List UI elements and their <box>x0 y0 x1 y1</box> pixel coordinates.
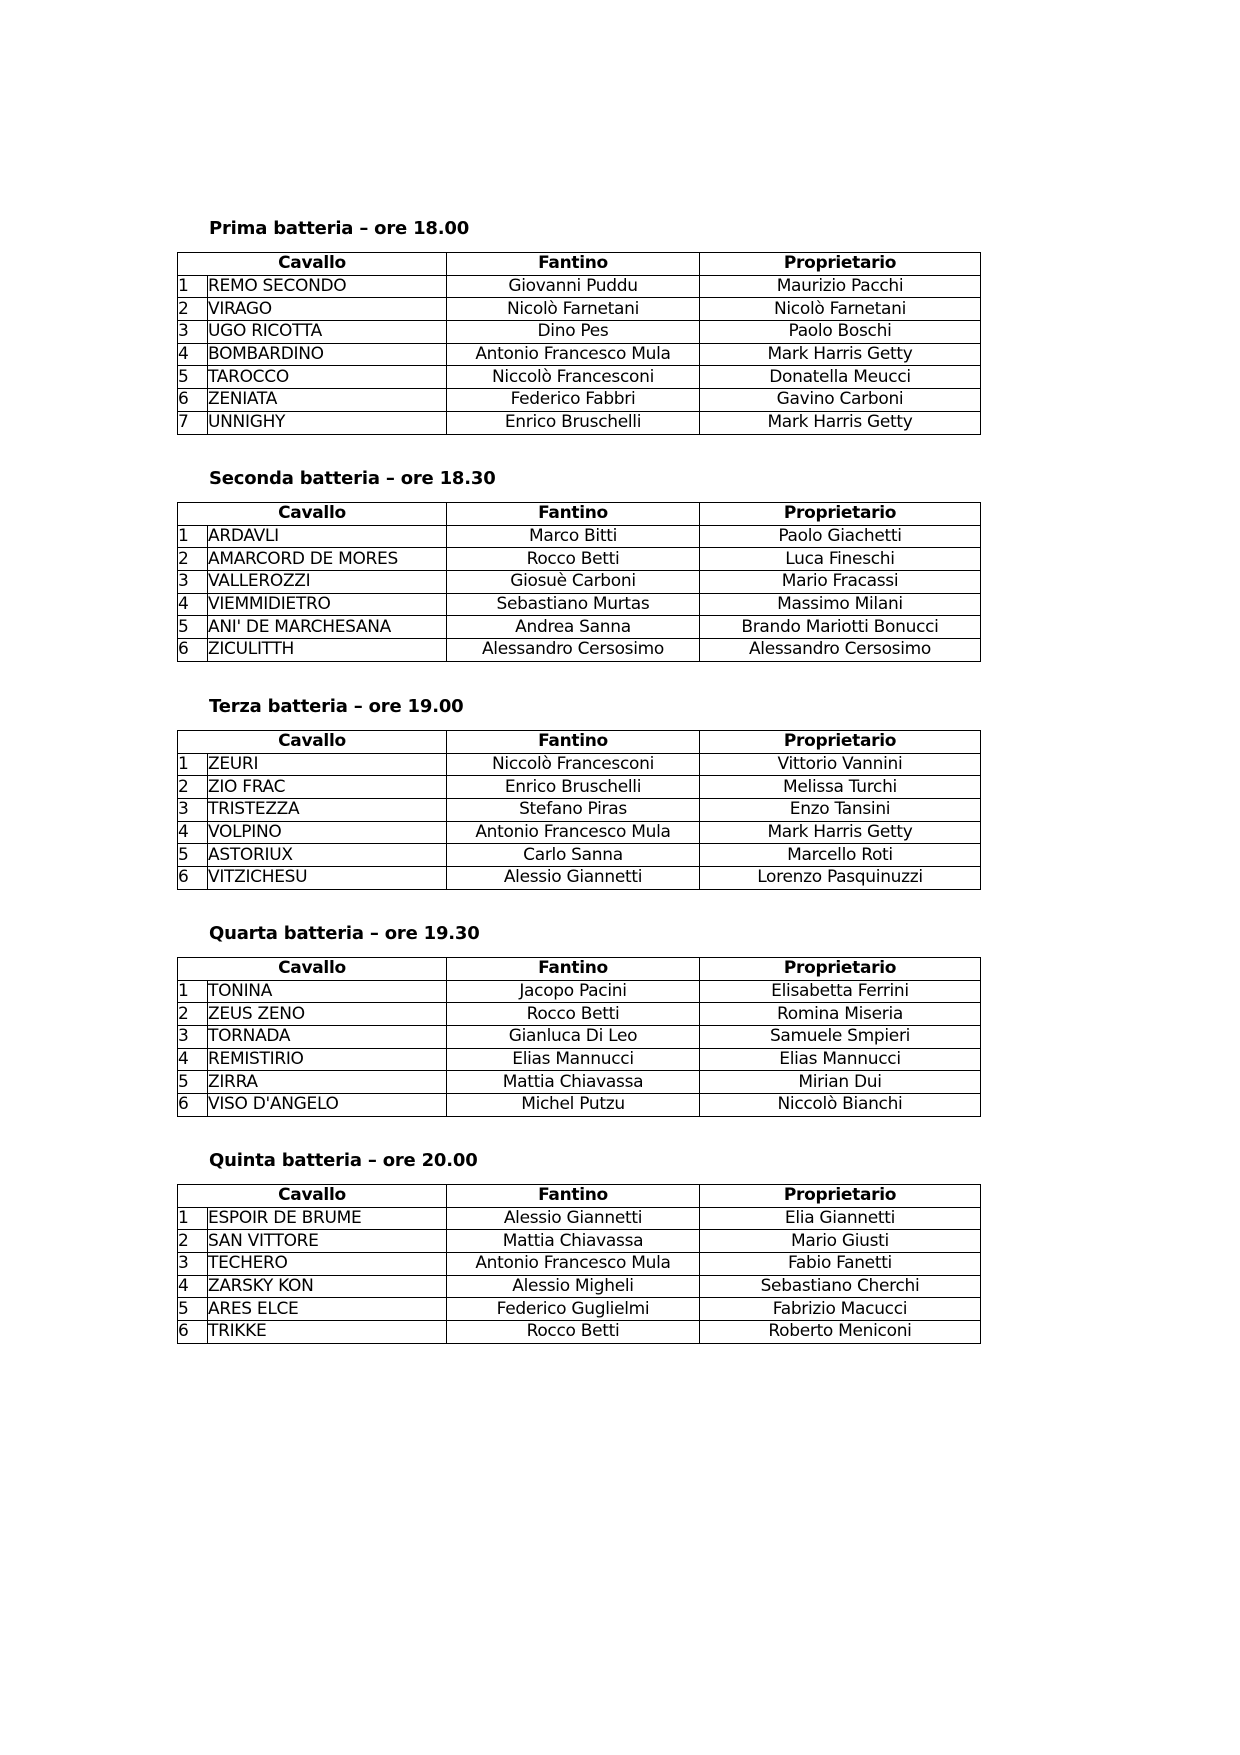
header-fantino: Fantino <box>447 503 700 526</box>
table-row <box>178 867 981 890</box>
header-cavallo: Cavallo <box>178 731 447 754</box>
horse-name: VITZICHESU <box>208 867 447 890</box>
jockey-name: Carlo Sanna <box>447 844 700 867</box>
header-row <box>178 731 981 754</box>
jockey-name: Niccolò Francesconi <box>447 753 700 776</box>
table-row <box>178 366 981 389</box>
jockey-name: Gianluca Di Leo <box>447 1026 700 1049</box>
horse-name: TRISTEZZA <box>208 799 447 822</box>
row-number: 5 <box>178 844 208 867</box>
horse-name: BOMBARDINO <box>208 343 447 366</box>
header-fantino: Fantino <box>447 958 700 981</box>
heat-table <box>177 957 981 1117</box>
row-number: 2 <box>178 1230 208 1253</box>
heat-title: Quarta batteria – ore 19.30 <box>209 923 480 944</box>
header-proprietario: Proprietario <box>700 503 981 526</box>
owner-name: Paolo Giachetti <box>700 525 981 548</box>
heat-table <box>177 252 981 435</box>
horse-name: REMO SECONDO <box>208 275 447 298</box>
owner-name: Lorenzo Pasquinuzzi <box>700 867 981 890</box>
row-number: 2 <box>178 548 208 571</box>
table-row <box>178 275 981 298</box>
table-row <box>178 844 981 867</box>
horse-name: ESPOIR DE BRUME <box>208 1207 447 1230</box>
table-row <box>178 616 981 639</box>
table-row <box>178 639 981 662</box>
row-number: 7 <box>178 411 208 434</box>
jockey-name: Alessio Giannetti <box>447 1207 700 1230</box>
row-number: 3 <box>178 799 208 822</box>
horse-name: TORNADA <box>208 1026 447 1049</box>
jockey-name: Marco Bitti <box>447 525 700 548</box>
owner-name: Luca Fineschi <box>700 548 981 571</box>
owner-name: Maurizio Pacchi <box>700 275 981 298</box>
table-row <box>178 389 981 412</box>
jockey-name: Alessio Giannetti <box>447 867 700 890</box>
owner-name: Fabrizio Macucci <box>700 1298 981 1321</box>
horse-name: AMARCORD DE MORES <box>208 548 447 571</box>
row-number: 1 <box>178 1207 208 1230</box>
horse-name: ZIO FRAC <box>208 776 447 799</box>
horse-name: REMISTIRIO <box>208 1048 447 1071</box>
row-number: 2 <box>178 1003 208 1026</box>
header-fantino: Fantino <box>447 1185 700 1208</box>
horse-name: ANI' DE MARCHESANA <box>208 616 447 639</box>
row-number: 5 <box>178 366 208 389</box>
header-fantino: Fantino <box>447 731 700 754</box>
table-row <box>178 1003 981 1026</box>
header-row <box>178 503 981 526</box>
owner-name: Vittorio Vannini <box>700 753 981 776</box>
heat-table <box>177 730 981 890</box>
table-row <box>178 343 981 366</box>
jockey-name: Antonio Francesco Mula <box>447 821 700 844</box>
owner-name: Sebastiano Cherchi <box>700 1275 981 1298</box>
jockey-name: Antonio Francesco Mula <box>447 1253 700 1276</box>
row-number: 1 <box>178 753 208 776</box>
jockey-name: Stefano Piras <box>447 799 700 822</box>
owner-name: Donatella Meucci <box>700 366 981 389</box>
owner-name: Mark Harris Getty <box>700 343 981 366</box>
jockey-name: Federico Guglielmi <box>447 1298 700 1321</box>
horse-name: ARES ELCE <box>208 1298 447 1321</box>
owner-name: Romina Miseria <box>700 1003 981 1026</box>
table-row <box>178 1321 981 1344</box>
jockey-name: Dino Pes <box>447 321 700 344</box>
horse-name: TRIKKE <box>208 1321 447 1344</box>
header-row <box>178 1185 981 1208</box>
horse-name: ZEURI <box>208 753 447 776</box>
table-row <box>178 1026 981 1049</box>
row-number: 5 <box>178 1071 208 1094</box>
row-number: 5 <box>178 616 208 639</box>
owner-name: Mario Giusti <box>700 1230 981 1253</box>
row-number: 6 <box>178 639 208 662</box>
row-number: 3 <box>178 321 208 344</box>
horse-name: VIRAGO <box>208 298 447 321</box>
row-number: 6 <box>178 867 208 890</box>
row-number: 1 <box>178 525 208 548</box>
row-number: 3 <box>178 1026 208 1049</box>
owner-name: Elia Giannetti <box>700 1207 981 1230</box>
owner-name: Mirian Dui <box>700 1071 981 1094</box>
table-row <box>178 1253 981 1276</box>
horse-name: VOLPINO <box>208 821 447 844</box>
horse-name: VALLEROZZI <box>208 571 447 594</box>
row-number: 3 <box>178 1253 208 1276</box>
jockey-name: Mattia Chiavassa <box>447 1230 700 1253</box>
horse-name: VISO D'ANGELO <box>208 1094 447 1117</box>
horse-name: VIEMMIDIETRO <box>208 593 447 616</box>
jockey-name: Sebastiano Murtas <box>447 593 700 616</box>
jockey-name: Alessandro Cersosimo <box>447 639 700 662</box>
horse-name: TECHERO <box>208 1253 447 1276</box>
horse-name: TONINA <box>208 980 447 1003</box>
row-number: 4 <box>178 343 208 366</box>
horse-name: ZARSKY KON <box>208 1275 447 1298</box>
horse-name: ZENIATA <box>208 389 447 412</box>
row-number: 4 <box>178 593 208 616</box>
horse-name: SAN VITTORE <box>208 1230 447 1253</box>
heat-title: Quinta batteria – ore 20.00 <box>209 1150 478 1171</box>
table-row <box>178 1298 981 1321</box>
owner-name: Nicolò Farnetani <box>700 298 981 321</box>
horse-name: UGO RICOTTA <box>208 321 447 344</box>
table-row <box>178 821 981 844</box>
horse-name: ZIRRA <box>208 1071 447 1094</box>
header-cavallo: Cavallo <box>178 253 447 276</box>
owner-name: Mark Harris Getty <box>700 411 981 434</box>
jockey-name: Elias Mannucci <box>447 1048 700 1071</box>
jockey-name: Rocco Betti <box>447 548 700 571</box>
table-row <box>178 1094 981 1117</box>
owner-name: Alessandro Cersosimo <box>700 639 981 662</box>
owner-name: Brando Mariotti Bonucci <box>700 616 981 639</box>
table-row <box>178 593 981 616</box>
table-row <box>178 1048 981 1071</box>
owner-name: Marcello Roti <box>700 844 981 867</box>
owner-name: Elisabetta Ferrini <box>700 980 981 1003</box>
horse-name: ARDAVLI <box>208 525 447 548</box>
heat-title: Terza batteria – ore 19.00 <box>209 696 464 717</box>
heat-title: Seconda batteria – ore 18.30 <box>209 468 496 489</box>
owner-name: Massimo Milani <box>700 593 981 616</box>
owner-name: Fabio Fanetti <box>700 1253 981 1276</box>
row-number: 3 <box>178 571 208 594</box>
horse-name: ZEUS ZENO <box>208 1003 447 1026</box>
owner-name: Gavino Carboni <box>700 389 981 412</box>
table-row <box>178 548 981 571</box>
jockey-name: Rocco Betti <box>447 1003 700 1026</box>
owner-name: Roberto Meniconi <box>700 1321 981 1344</box>
jockey-name: Alessio Migheli <box>447 1275 700 1298</box>
header-proprietario: Proprietario <box>700 253 981 276</box>
jockey-name: Giosuè Carboni <box>447 571 700 594</box>
header-row <box>178 958 981 981</box>
owner-name: Mark Harris Getty <box>700 821 981 844</box>
table-row <box>178 1275 981 1298</box>
row-number: 2 <box>178 776 208 799</box>
row-number: 4 <box>178 821 208 844</box>
horse-name: UNNIGHY <box>208 411 447 434</box>
header-cavallo: Cavallo <box>178 958 447 981</box>
table-row <box>178 1230 981 1253</box>
row-number: 4 <box>178 1275 208 1298</box>
row-number: 5 <box>178 1298 208 1321</box>
table-row <box>178 411 981 434</box>
header-fantino: Fantino <box>447 253 700 276</box>
table-row <box>178 1207 981 1230</box>
table-row <box>178 753 981 776</box>
owner-name: Enzo Tansini <box>700 799 981 822</box>
heat-title: Prima batteria – ore 18.00 <box>209 218 470 239</box>
jockey-name: Michel Putzu <box>447 1094 700 1117</box>
jockey-name: Enrico Bruschelli <box>447 411 700 434</box>
table-row <box>178 321 981 344</box>
jockey-name: Mattia Chiavassa <box>447 1071 700 1094</box>
owner-name: Mario Fracassi <box>700 571 981 594</box>
header-proprietario: Proprietario <box>700 1185 981 1208</box>
row-number: 1 <box>178 275 208 298</box>
row-number: 4 <box>178 1048 208 1071</box>
jockey-name: Jacopo Pacini <box>447 980 700 1003</box>
row-number: 6 <box>178 389 208 412</box>
header-cavallo: Cavallo <box>178 503 447 526</box>
owner-name: Elias Mannucci <box>700 1048 981 1071</box>
owner-name: Samuele Smpieri <box>700 1026 981 1049</box>
owner-name: Paolo Boschi <box>700 321 981 344</box>
jockey-name: Nicolò Farnetani <box>447 298 700 321</box>
row-number: 6 <box>178 1321 208 1344</box>
row-number: 6 <box>178 1094 208 1117</box>
horse-name: ASTORIUX <box>208 844 447 867</box>
heat-table <box>177 1184 981 1344</box>
jockey-name: Niccolò Francesconi <box>447 366 700 389</box>
jockey-name: Antonio Francesco Mula <box>447 343 700 366</box>
owner-name: Melissa Turchi <box>700 776 981 799</box>
header-row <box>178 253 981 276</box>
header-proprietario: Proprietario <box>700 731 981 754</box>
row-number: 2 <box>178 298 208 321</box>
row-number: 1 <box>178 980 208 1003</box>
jockey-name: Federico Fabbri <box>447 389 700 412</box>
owner-name: Niccolò Bianchi <box>700 1094 981 1117</box>
table-row <box>178 298 981 321</box>
table-row <box>178 525 981 548</box>
horse-name: ZICULITTH <box>208 639 447 662</box>
jockey-name: Rocco Betti <box>447 1321 700 1344</box>
header-cavallo: Cavallo <box>178 1185 447 1208</box>
jockey-name: Andrea Sanna <box>447 616 700 639</box>
jockey-name: Giovanni Puddu <box>447 275 700 298</box>
horse-name: TAROCCO <box>208 366 447 389</box>
table-row <box>178 776 981 799</box>
heat-table <box>177 502 981 662</box>
table-row <box>178 799 981 822</box>
table-row <box>178 1071 981 1094</box>
header-proprietario: Proprietario <box>700 958 981 981</box>
jockey-name: Enrico Bruschelli <box>447 776 700 799</box>
table-row <box>178 980 981 1003</box>
table-row <box>178 571 981 594</box>
